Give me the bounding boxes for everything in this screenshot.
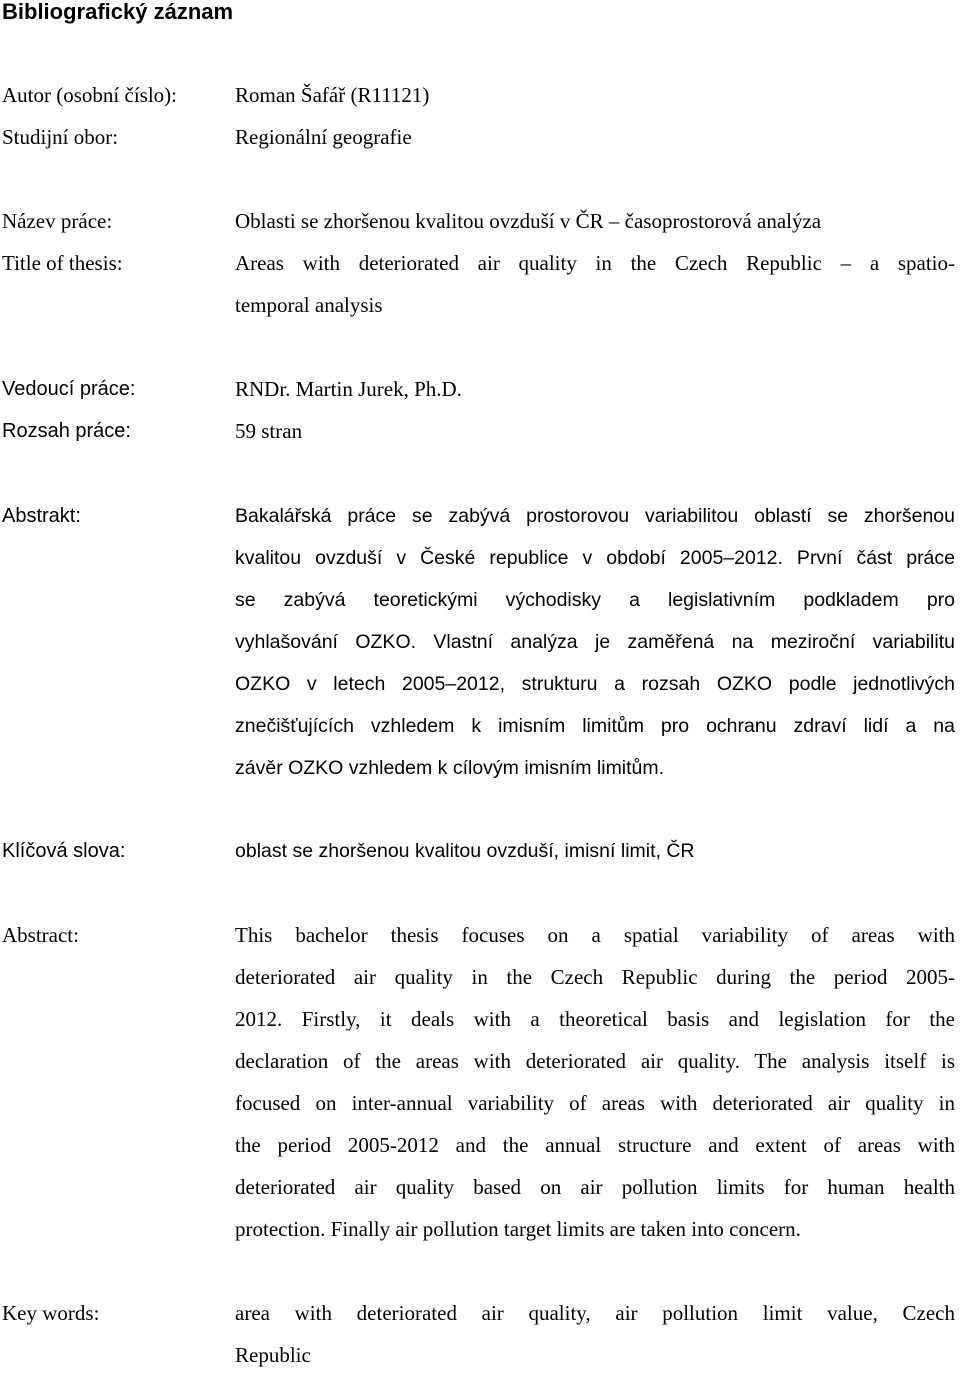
abstrakt-line: vyhlašování OZKO. Vlastní analýza je zaměřená na meziroční variabilitu [235,631,955,653]
title-en-label: Title of thesis: [2,251,123,275]
keywords-en-value [235,1292,955,1376]
study-field-label: Studijní obor: [2,125,119,149]
keywords-en-line: area with deteriorated air quality, air pollution limit value, Czech [235,1301,955,1325]
abstract-line: 2012. Firstly, it deals with a theoretical basis and legislation for the [235,1007,955,1031]
title-en-line: temporal analysis [235,293,383,317]
keywords-cz-value: oblast se zhoršenou kvalitou ovzduší, imisní limit, ČR [235,840,695,862]
title-en-value [235,242,955,326]
abstract-text [235,914,955,1250]
abstract-line: declaration of the areas with deteriorated air quality. The analysis itself is [235,1049,955,1073]
keywords-en-line: Republic [235,1343,311,1367]
study-field-value: Regionální geografie [235,125,412,149]
abstrakt-line: kvalitou ovzduší v České republice v období 2005–2012. První část práce [235,547,955,569]
abstract-line: This bachelor thesis focuses on a spatial variability of areas with [235,923,955,947]
abstrakt-text [235,495,955,789]
abstrakt-line: Bakalářská práce se zabývá prostorovou variabilitou oblastí se zhoršenou [235,505,955,527]
author-label: Autor (osobní číslo): [2,83,177,107]
title-cz-value: Oblasti se zhoršenou kvalitou ovzduší v ČR – časoprostorová analýza [235,209,822,233]
supervisor-label: Vedoucí práce: [2,378,136,400]
abstrakt-line: OZKO v letech 2005–2012, strukturu a rozsah OZKO podle jednotlivých [235,673,955,695]
abstrakt-label: Abstrakt: [2,505,81,527]
extent-label: Rozsah práce: [2,420,131,442]
author-value: Roman Šafář (R11121) [235,83,430,107]
title-en-line: Areas with deteriorated air quality in the Czech Republic – a spatio- [235,251,955,275]
abstract-line: the period 2005-2012 and the annual structure and extent of areas with [235,1133,955,1157]
abstrakt-line: se zabývá teoretickými východisky a legislativním podkladem pro [235,589,955,611]
abstract-line: focused on inter-annual variability of areas with deteriorated air quality in [235,1091,955,1115]
extent-value: 59 stran [235,419,303,443]
keywords-cz-label: Klíčová slova: [2,840,126,862]
abstrakt-line: závěr OZKO vzhledem k cílovým imisním limitům. [235,757,665,779]
title-cz-label: Název práce: [2,209,113,233]
abstract-label: Abstract: [2,923,79,947]
abstract-line: deteriorated air quality based on air pollution limits for human health [235,1175,955,1199]
page-heading: Bibliografický záznam [2,0,234,24]
abstract-line: deteriorated air quality in the Czech Republic during the period 2005- [235,965,955,989]
abstract-line: protection. Finally air pollution target limits are taken into concern. [235,1217,801,1241]
keywords-en-label: Key words: [2,1301,100,1325]
supervisor-value: RNDr. Martin Jurek, Ph.D. [235,377,462,401]
abstrakt-line: znečišťujících vzhledem k imisním limitům pro ochranu zdraví lidí a na [235,715,955,737]
